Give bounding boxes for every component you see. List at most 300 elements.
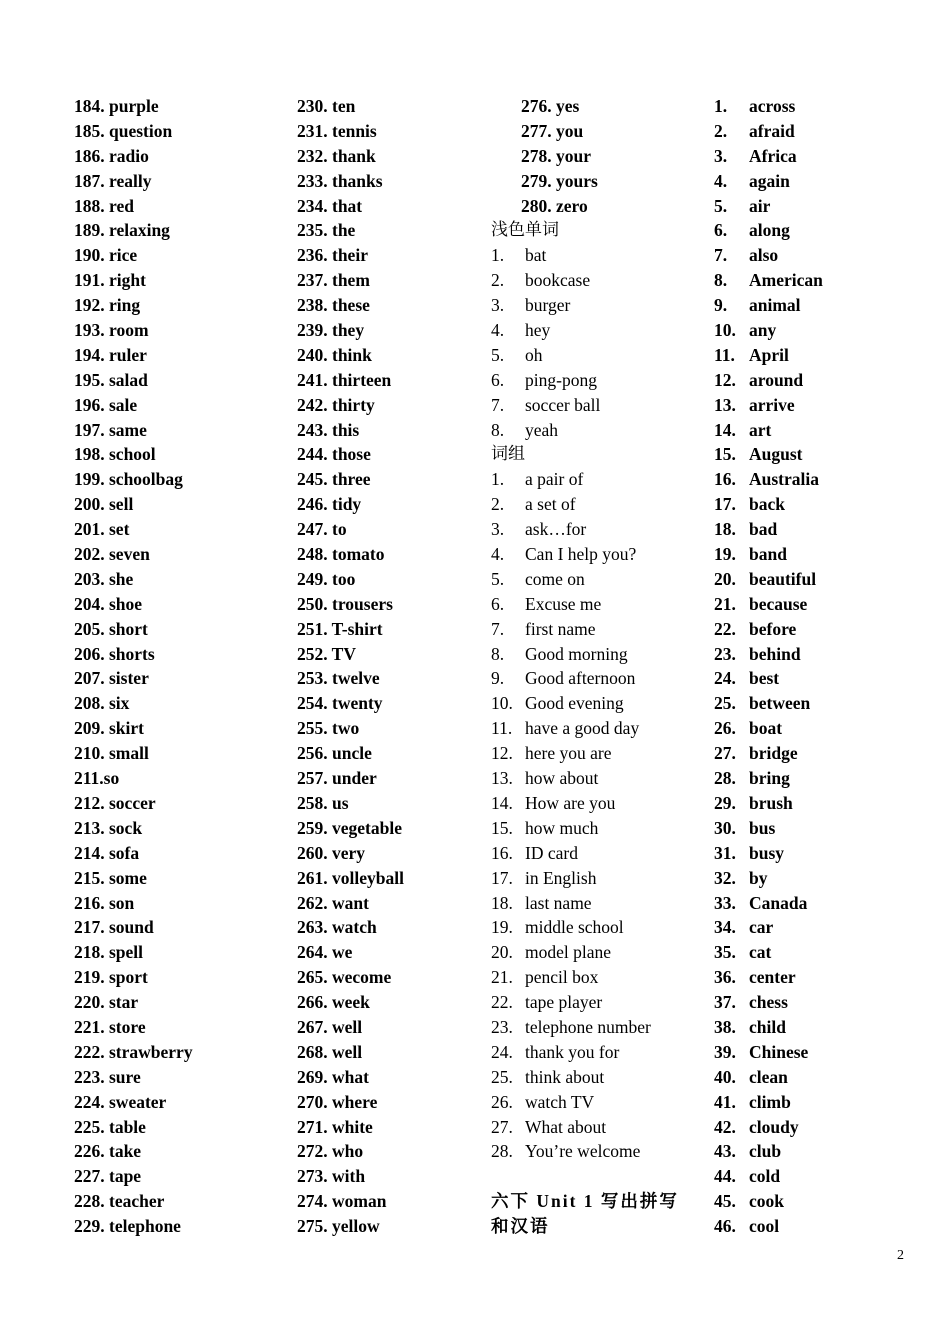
word-item: 222. strawberry — [74, 1041, 193, 1062]
word-item: 262. want — [297, 892, 369, 913]
item-number: 35. — [714, 942, 736, 963]
list-item — [491, 716, 706, 741]
item-text: Australia — [749, 469, 819, 490]
item-text: You’re welcome — [525, 1141, 641, 1162]
list-item — [491, 816, 706, 841]
word-item: 260. very — [297, 842, 366, 863]
word-item: 209. skirt — [74, 718, 144, 739]
word-item: 201. set — [74, 519, 130, 540]
item-text: Good afternoon — [525, 668, 636, 689]
word-item: 246. tidy — [297, 494, 362, 515]
item-text: between — [749, 693, 811, 714]
list-item — [714, 393, 934, 418]
item-number: 29. — [714, 792, 736, 813]
item-number: 24. — [714, 668, 736, 689]
item-text: think about — [525, 1066, 605, 1087]
item-text: brush — [749, 792, 793, 813]
list-item — [714, 169, 934, 194]
word-item: 258. us — [297, 792, 349, 813]
word-item: 250. trousers — [297, 593, 393, 614]
list-item — [714, 891, 934, 916]
item-text: Africa — [749, 145, 797, 166]
word-item: 274. woman — [297, 1191, 387, 1212]
item-text: along — [749, 220, 790, 241]
item-number: 38. — [714, 1016, 736, 1037]
word-item: 193. room — [74, 320, 149, 341]
item-text: boat — [749, 718, 783, 739]
item-text: first name — [525, 618, 596, 639]
item-text: cool — [749, 1216, 780, 1237]
list-item — [714, 467, 934, 492]
item-number: 1. — [714, 96, 728, 116]
item-number: 5. — [491, 344, 505, 365]
word-item: 190. rice — [74, 245, 138, 266]
list-item — [714, 666, 934, 691]
item-text: Excuse me — [525, 593, 602, 614]
list-item — [714, 592, 934, 617]
item-number: 15. — [714, 444, 736, 465]
list-item — [491, 965, 706, 990]
item-number: 45. — [714, 1191, 736, 1212]
list-item — [491, 393, 706, 418]
item-number: 22. — [714, 618, 736, 639]
item-number: 2. — [491, 270, 505, 291]
item-text: cat — [749, 942, 772, 963]
list-item — [491, 791, 706, 816]
item-text: watch TV — [525, 1091, 595, 1112]
list-item — [714, 492, 934, 517]
list-item — [714, 1015, 934, 1040]
word-item: 206. shorts — [74, 643, 155, 664]
list-item — [714, 418, 934, 443]
word-item: 226. take — [74, 1141, 142, 1162]
item-number: 40. — [714, 1066, 736, 1087]
word-item: 220. star — [74, 992, 139, 1013]
word-item: 233. thanks — [297, 170, 383, 191]
list-item — [491, 940, 706, 965]
list-item — [714, 642, 934, 667]
word-item: 247. to — [297, 519, 347, 540]
list-item — [714, 1065, 934, 1090]
list-item — [491, 1090, 706, 1115]
list-item — [491, 418, 706, 443]
item-text: band — [749, 544, 787, 565]
item-text: Good evening — [525, 693, 624, 714]
item-number: 21. — [491, 967, 513, 988]
item-text: because — [749, 593, 808, 614]
continued-word-list — [491, 94, 706, 218]
word-item: 223. sure — [74, 1066, 141, 1087]
item-text: cook — [749, 1191, 784, 1212]
list-item — [714, 542, 934, 567]
item-text: ID card — [525, 842, 578, 863]
item-number: 8. — [491, 643, 505, 664]
item-text: chess — [749, 992, 788, 1013]
word-item: 186. radio — [74, 145, 149, 166]
item-number: 20. — [491, 942, 513, 963]
list-item — [491, 1115, 706, 1140]
item-number: 31. — [714, 842, 736, 863]
word-item: 229. telephone — [74, 1216, 181, 1237]
unit-title — [491, 1189, 706, 1239]
list-item — [714, 318, 934, 343]
item-number: 6. — [491, 593, 505, 614]
list-item — [714, 741, 934, 766]
list-item — [714, 194, 934, 219]
word-item: 187. really — [74, 170, 152, 191]
item-text: afraid — [749, 120, 795, 141]
word-item: 254. twenty — [297, 693, 383, 714]
word-item: 243. this — [297, 419, 360, 440]
item-text: beautiful — [749, 568, 817, 589]
item-text: back — [749, 494, 785, 515]
item-number: 16. — [491, 842, 513, 863]
list-item — [491, 542, 706, 567]
list-item — [714, 343, 934, 368]
item-text: behind — [749, 643, 801, 664]
list-item — [714, 716, 934, 741]
item-number: 7. — [491, 618, 505, 639]
list-item — [714, 915, 934, 940]
list-item — [491, 1040, 706, 1065]
list-item — [491, 990, 706, 1015]
list-item — [714, 218, 934, 243]
item-number: 43. — [714, 1141, 736, 1162]
item-number: 13. — [714, 394, 736, 415]
list-item — [491, 891, 706, 916]
list-item — [714, 1040, 934, 1065]
list-item — [714, 119, 934, 144]
item-number: 33. — [714, 892, 736, 913]
list-item — [714, 766, 934, 791]
item-number: 41. — [714, 1091, 736, 1112]
word-item: 266. week — [297, 992, 370, 1013]
item-text: ask…for — [525, 519, 587, 540]
word-item: 273. with — [297, 1166, 366, 1187]
item-number: 42. — [714, 1116, 736, 1137]
word-item: 244. those — [297, 444, 371, 465]
phrases-list — [491, 467, 706, 1164]
page-number: 2 — [897, 1248, 904, 1263]
list-item — [491, 1139, 706, 1164]
word-item: 188. red — [74, 195, 134, 216]
item-text: air — [749, 195, 771, 216]
unit-title-line-2: 和汉语 — [491, 1216, 550, 1237]
item-number: 30. — [714, 817, 736, 838]
item-text: bus — [749, 817, 776, 838]
item-number: 26. — [714, 718, 736, 739]
word-item: 248. tomato — [297, 544, 385, 565]
word-item: 264. we — [297, 942, 353, 963]
item-number: 19. — [714, 544, 736, 565]
item-number: 5. — [714, 195, 728, 216]
item-text: middle school — [525, 917, 624, 938]
item-text: arrive — [749, 394, 795, 415]
word-list-column-1 — [74, 94, 289, 1239]
word-item: 215. some — [74, 867, 147, 888]
word-item: 268. well — [297, 1041, 363, 1062]
item-number: 2. — [491, 494, 505, 515]
word-item: 270. where — [297, 1091, 378, 1112]
word-item: 235. the — [297, 220, 356, 241]
list-item — [491, 915, 706, 940]
list-item — [714, 567, 934, 592]
list-item — [491, 268, 706, 293]
item-number: 1. — [491, 469, 505, 490]
item-number: 4. — [491, 544, 505, 565]
word-item: 205. short — [74, 618, 148, 639]
item-number: 21. — [714, 593, 736, 614]
item-number: 27. — [491, 1116, 513, 1137]
word-item: 245. three — [297, 469, 371, 490]
item-text: center — [749, 967, 796, 988]
item-number: 4. — [491, 320, 505, 341]
word-item: 196. sale — [74, 394, 138, 415]
word-item: 240. think — [297, 344, 372, 365]
list-item — [491, 766, 706, 791]
item-text: art — [749, 419, 772, 440]
item-number: 6. — [491, 369, 505, 390]
word-item: 211.so — [74, 768, 120, 789]
phrases-heading: 词组 — [491, 444, 525, 464]
list-item — [714, 990, 934, 1015]
word-item: 203. she — [74, 568, 134, 589]
item-text: bring — [749, 768, 790, 789]
item-text: burger — [525, 295, 571, 316]
word-item: 280. zero — [521, 195, 588, 216]
word-item: 197. same — [74, 419, 147, 440]
item-number: 6. — [714, 220, 728, 241]
word-item: 256. uncle — [297, 743, 372, 764]
word-item: 200. sell — [74, 494, 134, 515]
list-item — [714, 1189, 934, 1214]
item-number: 17. — [714, 494, 736, 515]
list-item — [491, 1065, 706, 1090]
item-number: 16. — [714, 469, 736, 490]
item-number: 27. — [714, 743, 736, 764]
item-text: in English — [525, 867, 597, 888]
list-item — [714, 368, 934, 393]
word-item: 184. purple — [74, 96, 159, 116]
list-item — [714, 1115, 934, 1140]
light-words-list — [491, 243, 706, 442]
item-text: cold — [749, 1166, 781, 1187]
word-item: 195. salad — [74, 369, 148, 390]
item-text: also — [749, 245, 779, 266]
item-text: bat — [525, 245, 547, 266]
list-item — [491, 343, 706, 368]
word-item: 249. too — [297, 568, 356, 589]
item-text: child — [749, 1016, 786, 1037]
item-text: Good morning — [525, 643, 628, 664]
word-item: 199. schoolbag — [74, 469, 183, 490]
word-item: 210. small — [74, 743, 149, 764]
item-text: a set of — [525, 494, 576, 515]
list-item — [491, 243, 706, 268]
list-item — [714, 1164, 934, 1189]
item-number: 17. — [491, 867, 513, 888]
item-text: climb — [749, 1091, 791, 1112]
item-number: 18. — [491, 892, 513, 913]
word-item: 213. sock — [74, 817, 143, 838]
item-number: 14. — [491, 792, 513, 813]
item-text: bridge — [749, 743, 798, 764]
word-item: 218. spell — [74, 942, 144, 963]
word-item: 255. two — [297, 718, 360, 739]
word-item: 237. them — [297, 270, 370, 291]
word-item: 225. table — [74, 1116, 146, 1137]
item-text: have a good day — [525, 718, 640, 739]
list-item — [491, 1015, 706, 1040]
item-text: How are you — [525, 792, 616, 813]
word-item: 219. sport — [74, 967, 148, 988]
word-item: 234. that — [297, 195, 363, 216]
item-number: 39. — [714, 1041, 736, 1062]
word-item: 238. these — [297, 295, 370, 316]
list-item — [714, 94, 934, 119]
word-item: 202. seven — [74, 544, 150, 565]
item-number: 8. — [714, 270, 728, 291]
word-item: 239. they — [297, 320, 365, 341]
word-item: 251. T-shirt — [297, 618, 383, 639]
list-item — [714, 517, 934, 542]
item-text: oh — [525, 344, 543, 365]
list-item — [491, 517, 706, 542]
item-text: bad — [749, 519, 778, 540]
word-item: 221. store — [74, 1016, 146, 1037]
list-item — [491, 866, 706, 891]
word-item: 277. you — [521, 120, 584, 141]
word-item: 204. shoe — [74, 593, 143, 614]
word-item: 269. what — [297, 1066, 369, 1087]
word-item: 212. soccer — [74, 792, 156, 813]
item-number: 37. — [714, 992, 736, 1013]
item-text: how much — [525, 817, 599, 838]
word-item: 230. ten — [297, 96, 356, 116]
word-item: 194. ruler — [74, 344, 147, 365]
word-item: 241. thirteen — [297, 369, 392, 390]
list-item — [491, 467, 706, 492]
item-number: 9. — [491, 668, 505, 689]
list-item — [491, 691, 706, 716]
word-item: 227. tape — [74, 1166, 142, 1187]
item-number: 28. — [491, 1141, 513, 1162]
item-number: 10. — [491, 693, 513, 714]
word-item: 192. ring — [74, 295, 141, 316]
word-item: 217. sound — [74, 917, 154, 938]
item-number: 11. — [714, 344, 735, 365]
item-text: club — [749, 1141, 782, 1162]
item-number: 25. — [491, 1066, 513, 1087]
item-text: how about — [525, 768, 599, 789]
item-number: 13. — [491, 768, 513, 789]
item-text: again — [749, 170, 790, 191]
item-number: 28. — [714, 768, 736, 789]
list-item — [491, 666, 706, 691]
word-item: 228. teacher — [74, 1191, 165, 1212]
word-item: 265. wecome — [297, 967, 392, 988]
list-item — [714, 243, 934, 268]
item-text: across — [749, 96, 796, 116]
word-item: 252. TV — [297, 643, 356, 664]
word-item: 279. yours — [521, 170, 598, 191]
item-text: last name — [525, 892, 592, 913]
word-item: 257. under — [297, 768, 377, 789]
item-number: 23. — [491, 1016, 513, 1037]
word-item: 253. twelve — [297, 668, 380, 689]
list-item — [491, 368, 706, 393]
item-text: a pair of — [525, 469, 584, 490]
item-text: come on — [525, 568, 585, 589]
list-item — [714, 816, 934, 841]
item-number: 26. — [491, 1091, 513, 1112]
item-number: 44. — [714, 1166, 736, 1187]
item-number: 4. — [714, 170, 728, 191]
item-number: 3. — [491, 519, 505, 540]
item-number: 18. — [714, 519, 736, 540]
word-item: 214. sofa — [74, 842, 140, 863]
item-number: 1. — [491, 245, 505, 266]
item-text: pencil box — [525, 967, 599, 988]
item-number: 9. — [714, 295, 728, 316]
word-list-column-2 — [297, 94, 487, 1239]
list-item — [491, 293, 706, 318]
item-number: 46. — [714, 1216, 736, 1237]
item-text: August — [749, 444, 803, 465]
item-text: April — [749, 344, 789, 365]
item-number: 24. — [491, 1041, 513, 1062]
light-words-heading: 浅色单词 — [491, 220, 559, 240]
word-list-column-4 — [714, 94, 934, 1239]
item-number: 14. — [714, 419, 736, 440]
word-item: 259. vegetable — [297, 817, 402, 838]
item-number: 15. — [491, 817, 513, 838]
list-item — [714, 940, 934, 965]
item-number: 12. — [714, 369, 736, 390]
item-number: 2. — [714, 120, 728, 141]
item-number: 12. — [491, 743, 513, 764]
word-item: 271. white — [297, 1116, 373, 1137]
list-item — [714, 617, 934, 642]
word-item: 207. sister — [74, 668, 149, 689]
item-text: cloudy — [749, 1116, 799, 1137]
item-text: ping-pong — [525, 369, 597, 390]
item-number: 10. — [714, 320, 736, 341]
list-item — [714, 293, 934, 318]
item-number: 34. — [714, 917, 736, 938]
blank-line — [491, 1164, 706, 1189]
list-item — [714, 841, 934, 866]
word-item: 261. volleyball — [297, 867, 404, 888]
list-item — [491, 642, 706, 667]
item-text: American — [749, 270, 823, 291]
item-text: What about — [525, 1116, 607, 1137]
item-number: 19. — [491, 917, 513, 938]
item-number: 7. — [491, 394, 505, 415]
list-item — [714, 866, 934, 891]
list-item — [714, 442, 934, 467]
item-text: best — [749, 668, 780, 689]
item-text: here you are — [525, 743, 612, 764]
item-text: animal — [749, 295, 801, 316]
item-text: car — [749, 917, 774, 938]
unit-title-line-1: 六下 Unit 1 写出拼写 — [491, 1191, 679, 1212]
list-item — [714, 144, 934, 169]
list-item — [714, 1139, 934, 1164]
list-item — [714, 965, 934, 990]
list-item — [714, 691, 934, 716]
item-number: 23. — [714, 643, 736, 664]
